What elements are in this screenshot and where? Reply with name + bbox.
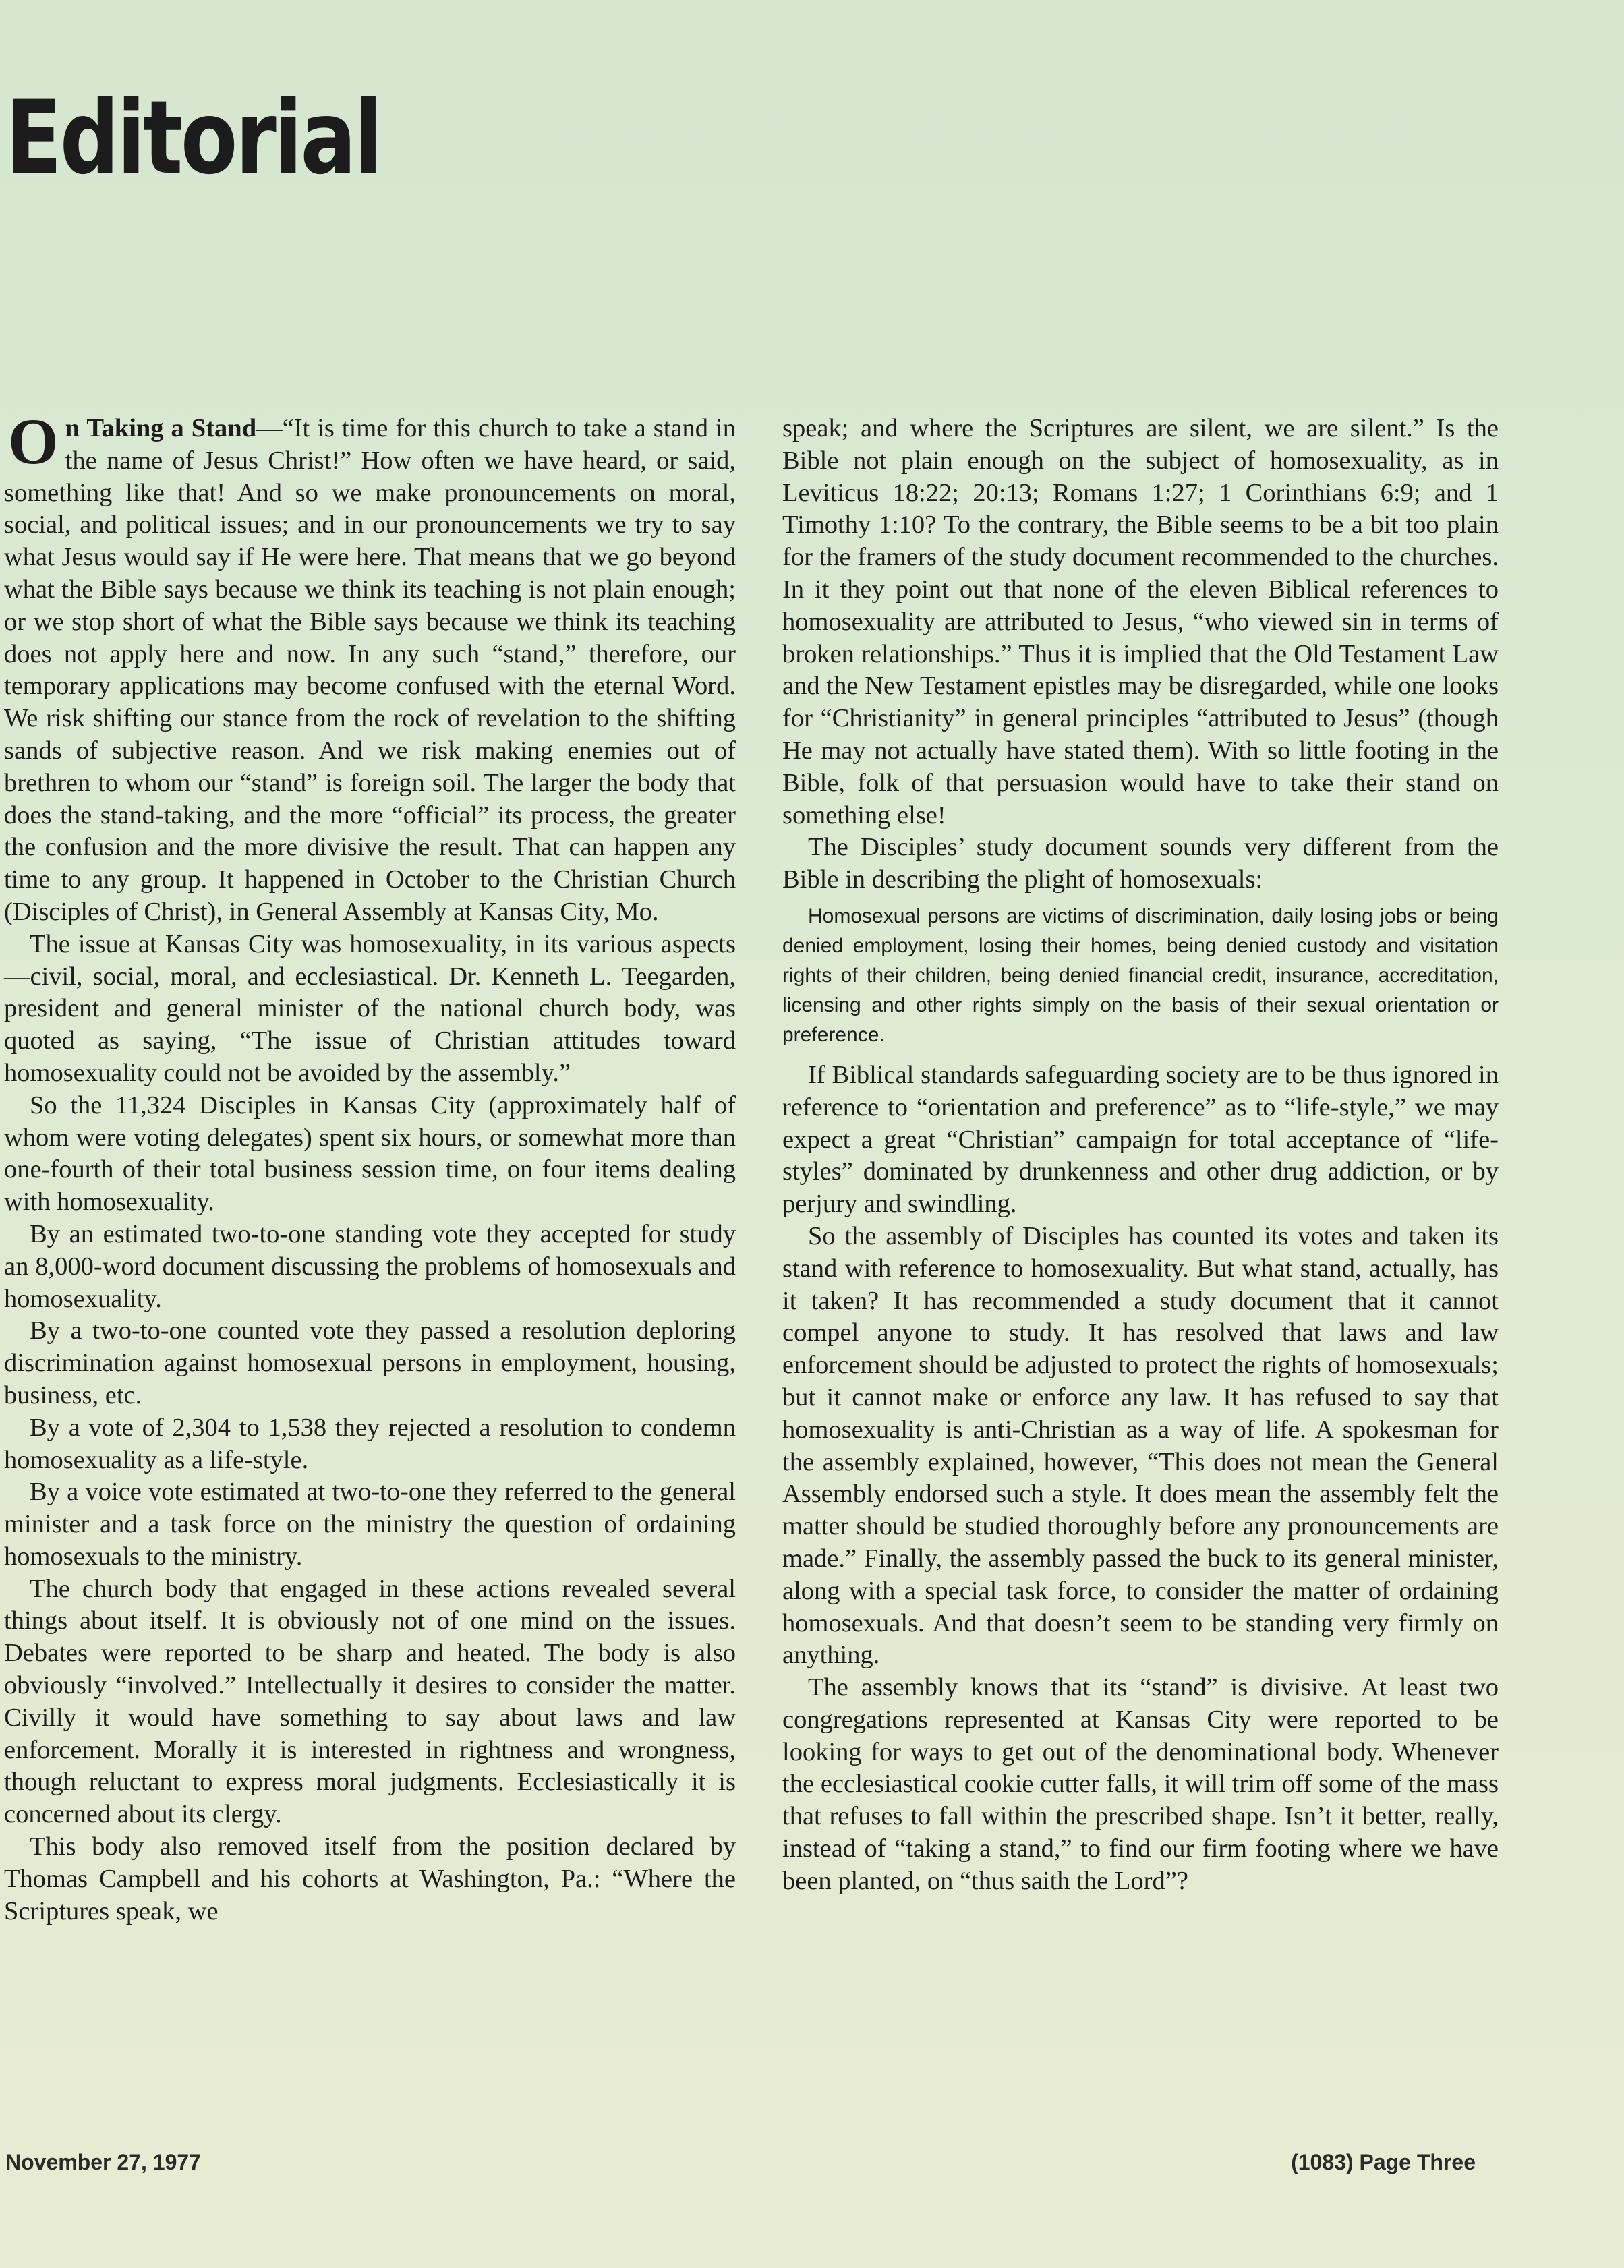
paragraph: This body also removed itself from the position declared by Thomas Campbell and his cohorts at Washington, Pa.: “Where the Scriptures speak, we: [4, 1832, 736, 1925]
paragraph: By a voice vote estimated at two-to-one they referred to the general minister and a task force on the ministry the question of ordaining homosexuals to the ministry.: [4, 1478, 736, 1571]
paragraph: So the 11,324 Disciples in Kansas City (approximately half of whom were voting delegates) spent six hours, or somewhat more than one-fourth of their total business session time, on four items dealing with homosexuality.: [4, 1091, 736, 1217]
lead-heading: n Taking a Stand: [65, 414, 257, 442]
drop-cap: O: [8, 405, 59, 477]
paragraph: By a vote of 2,304 to 1,538 they rejected a resolution to condemn homosexuality as a life-style.: [4, 1413, 736, 1474]
right-column: [782, 413, 1499, 1898]
page-title: Editorial: [5, 80, 380, 197]
footer-page-number: (1083) Page Three: [1291, 2150, 1476, 2174]
paragraph: The issue at Kansas City was homosexuality, in its various aspects—civil, social, moral, and ecclesiastical. Dr. Kenneth L. Teegarden, president and general minister of the national church body, was quoted as saying, “The issue of Christian attitudes toward homosexuality could not be avoided by the assembly.”: [4, 929, 736, 1087]
paragraph: By a two-to-one counted vote they passed a resolution deploring discrimination against homosexual persons in employment, housing, business, etc.: [4, 1316, 736, 1409]
block-quote: Homosexual persons are victims of discrimination, daily losing jobs or being denied employment, losing their homes, being denied custody and visitation rights of their children, being denied financial credit, insurance, accreditation, licensing and other rights simply on the basis of their sexual orientation or preference.: [782, 904, 1499, 1046]
paragraph: [4, 405, 736, 929]
footer-date: November 27, 1977: [5, 2150, 201, 2174]
paragraph: speak; and where the Scriptures are silent, we are silent.” Is the Bible not plain enough on the subject of homosexuality, as in Leviticus 18:22; 20:13; Romans 1:27; 1 Corinthians 6:9; and 1 Timothy 1:10? To the contrary, the Bible seems to be a bit too plain for the framers of the study document recommended to the churches. In it they point out that none of the eleven Biblical references to homosexuality are attributed to Jesus, “who viewed sin in terms of broken relationships.” Thus it is implied that the Old Testament Law and the New Testament epistles may be disregarded, while one looks for “Christianity” in general principles “attributed to Jesus” (though He may not actually have stated them). With so little footing in the Bible, folk of that persuasion would have to take their stand on something else!: [782, 414, 1499, 830]
paragraph-text: —“It is time for this church to take a stand in the name of Jesus Christ!” How often we have heard, or said, something like that! And so we make pronouncements on moral, social, and political issues; and in our pronouncements we try to say what Jesus would say if He were here. That means that we go beyond what the Bible says because we think its teaching is not plain enough; or we stop short of what the Bible says because we think its teaching does not apply here and now. In any such “stand,” therefore, our temporary applications may become confused with the eternal Word. We risk shifting our stance from the rock of revelation to the shifting sands of subjective reason. And we risk making enemies out of brethren to whom our “stand” is foreign soil. The larger the body that does the stand-taking, and the more “official” its process, the greater the confusion and the more divisive the result. That can happen any time to any group. It happened in October to the Christian Church (Disciples of Christ), in General Assembly at Kansas City, Mo.: [4, 414, 736, 926]
paragraph: The assembly knows that its “stand” is divisive. At least two congregations represented at Kansas City were reported to be looking for ways to get out of the denominational body. Whenever the ecclesiastical cookie cutter falls, it will trim off some of the mass that refuses to fall within the prescribed shape. Isn’t it better, really, instead of “taking a stand,” to find our firm footing where we have been planted, on “thus saith the Lord”?: [782, 1673, 1499, 1895]
paragraph: If Biblical standards safeguarding society are to be thus ignored in reference to “orientation and preference” as to “life-style,” we may expect a great “Christian” campaign for total acceptance of “life-styles” dominated by drunkenness and other drug addiction, or by perjury and swindling.: [782, 1060, 1499, 1219]
paragraph: The Disciples’ study document sounds very different from the Bible in describing the plight of homosexuals:: [782, 833, 1499, 894]
paragraph: The church body that engaged in these actions revealed several things about itself. It is obviously not of one mind on the issues. Debates were reported to be sharp and heated. The body is also obviously “involved.” Intellectually it desires to consider the matter. Civilly it would have something to say about laws and law enforcement. Morally it is interested in rightness and wrongness, though reluctant to express moral judgments. Ecclesiastically it is concerned about its clergy.: [4, 1574, 736, 1829]
left-column: [4, 405, 736, 1927]
paragraph: So the assembly of Disciples has counted its votes and taken its stand with reference to homosexuality. But what stand, actually, has it taken? It has recommended a study document that it cannot compel anyone to study. It has resolved that laws and law enforcement should be adjusted to protect the rights of homosexuals; but it cannot make or enforce any law. It has refused to say that homosexuality is anti-Christian as a way of life. A spokesman for the assembly explained, however, “This does not mean the General Assembly endorsed such a style. It does mean the assembly felt the matter should be studied thoroughly before any pronouncements are made.” Finally, the assembly passed the buck to its general minister, along with a special task force, to consider the matter of ordaining homosexuals. And that doesn’t seem to be standing very firmly on anything.: [782, 1221, 1499, 1670]
paragraph: By an estimated two-to-one standing vote they accepted for study an 8,000-word document discussing the problems of homosexuals and homosexuality.: [4, 1219, 736, 1313]
